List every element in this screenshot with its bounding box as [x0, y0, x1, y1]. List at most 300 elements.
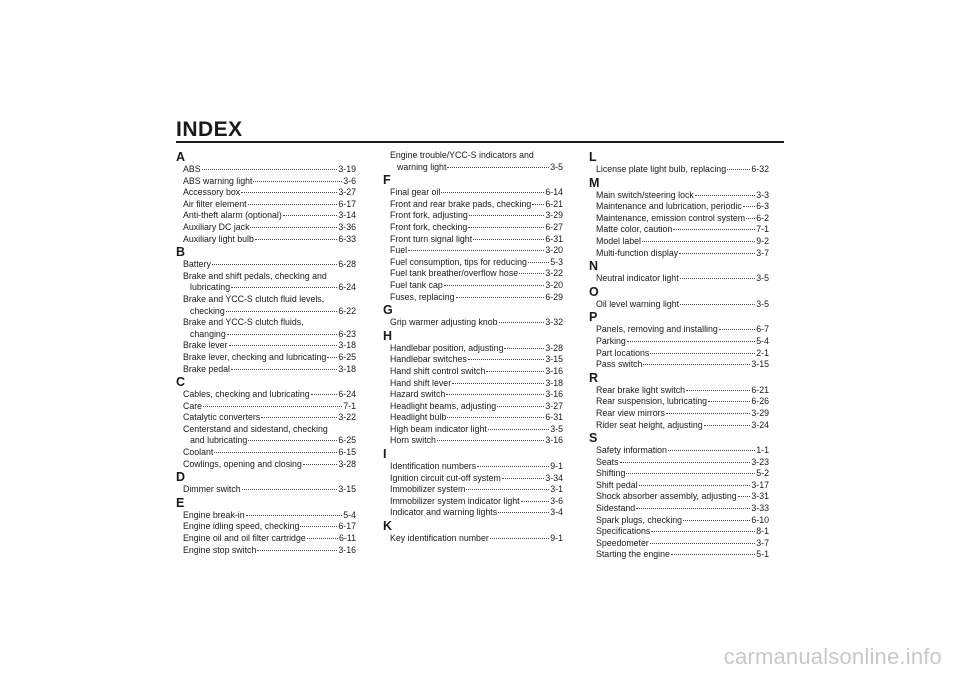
index-entry [383, 268, 563, 280]
entry-text: Maintenance and lubrication, periodic [596, 201, 742, 212]
page-number: 6-28 [338, 259, 356, 270]
page-number: 6-14 [545, 187, 563, 198]
index-entry [176, 424, 356, 447]
index-entry [589, 324, 769, 336]
entry-line [390, 496, 563, 508]
page-number: 9-1 [550, 533, 563, 544]
dot-leader [650, 543, 755, 544]
dot-leader [255, 239, 337, 240]
entry-text: Handlebar position, adjusting [390, 342, 504, 353]
entry-text: Brake lever, checking and lubricating [183, 351, 327, 362]
index-entry [589, 236, 769, 248]
dot-leader [437, 440, 544, 441]
page-number: 3-15 [751, 359, 769, 370]
dot-leader [626, 473, 755, 474]
index-entry [589, 538, 769, 550]
dot-leader [441, 192, 544, 193]
section-letter: S [589, 431, 598, 446]
entry-text: Fuses, replacing [390, 291, 455, 302]
entry-text: Auxiliary DC jack [183, 221, 250, 232]
entry-text: Shifting [596, 468, 626, 479]
page-number: 6-32 [751, 164, 769, 174]
dot-leader [327, 357, 337, 358]
dot-leader [519, 273, 544, 274]
page-number: 3-16 [338, 544, 356, 555]
index-entry [383, 461, 563, 473]
dot-leader [643, 364, 750, 365]
entry-line [390, 484, 563, 496]
entry-text: Speedometer [596, 537, 649, 548]
entry-text: Brake pedal [183, 363, 230, 374]
entry-text: Fuel tank breather/overflow hose [390, 268, 519, 279]
dot-leader [636, 508, 750, 509]
dot-leader [456, 297, 545, 298]
page-number: 3-28 [545, 342, 563, 353]
dot-leader [499, 322, 545, 323]
entry-line [596, 480, 769, 492]
entry-text: Brake and YCC-S clutch fluids, [183, 317, 304, 328]
page-number: 6-2 [756, 212, 769, 223]
page-number: 3-6 [550, 495, 563, 506]
dot-leader [229, 345, 338, 346]
dot-leader [246, 515, 343, 516]
entry-line [183, 187, 356, 199]
entry-line [390, 162, 563, 174]
entry-line [183, 340, 356, 352]
section-letter: D [176, 470, 186, 485]
dot-leader [704, 425, 751, 426]
entry-text: Immobilizer system [390, 484, 466, 495]
dot-leader [261, 417, 337, 418]
dot-leader [203, 406, 342, 407]
dot-leader [447, 167, 549, 168]
entry-text-continued: and lubricating [190, 435, 248, 446]
index-entry [383, 378, 563, 390]
index-entry [589, 396, 769, 408]
index-entry [176, 294, 356, 317]
entry-text: Brake and shift pedals, checking and [183, 270, 327, 281]
index-entry [383, 424, 563, 436]
page-number: 6-24 [338, 389, 356, 400]
entry-line [596, 273, 769, 285]
entry-line [596, 538, 769, 550]
entry-text: Rear view mirrors [596, 407, 665, 418]
page-number: 3-20 [545, 279, 563, 290]
entry-text: Anti-theft alarm (optional) [183, 210, 282, 221]
entry-line [390, 473, 563, 485]
entry-line [596, 348, 769, 360]
index-entry [383, 389, 563, 401]
entry-text: Hand shift control switch [390, 365, 486, 376]
entry-line [390, 343, 563, 355]
index-entry [589, 359, 769, 371]
index-entry [383, 280, 563, 292]
page-number: 3-27 [338, 187, 356, 198]
dot-leader [497, 406, 544, 407]
page-number: 3-18 [545, 377, 563, 388]
entry-line [596, 236, 769, 248]
dot-leader [488, 429, 549, 430]
index-entry [383, 234, 563, 246]
page-number: 6-15 [338, 447, 356, 458]
index-entry [589, 299, 769, 311]
entry-text: Seats [596, 456, 619, 467]
dot-leader [639, 485, 751, 486]
index-entry [176, 164, 356, 176]
dot-leader [746, 218, 755, 219]
section-letter: B [176, 245, 186, 260]
page-number: 5-1 [756, 549, 769, 560]
index-entry [589, 491, 769, 503]
page-number: 7-1 [756, 224, 769, 235]
section-letter: O [589, 284, 599, 299]
entry-text: Care [183, 400, 203, 411]
dot-leader [502, 478, 545, 479]
page-number: 3-14 [338, 210, 356, 221]
entry-line [183, 176, 356, 188]
dot-leader [408, 250, 544, 251]
dot-leader [257, 550, 337, 551]
page-number: 3-1 [550, 484, 563, 495]
entry-line [183, 389, 356, 401]
index-entry [176, 510, 356, 522]
index-column-3 [589, 150, 769, 561]
entry-text: Battery [183, 259, 211, 270]
entry-line [390, 424, 563, 436]
page-number: 2-1 [756, 347, 769, 358]
entry-text: Engine idling speed, checking [183, 521, 300, 532]
section-letter: N [589, 259, 599, 274]
page-number: 3-7 [756, 247, 769, 258]
page-number: 6-23 [338, 328, 356, 339]
entry-line [596, 224, 769, 236]
entry-line [390, 268, 563, 280]
entry-line [596, 359, 769, 371]
entry-line [390, 187, 563, 199]
index-entry [383, 366, 563, 378]
entry-text: Pass switch [596, 359, 643, 370]
index-entry [589, 213, 769, 225]
entry-text: ABS [183, 164, 201, 174]
index-entry [589, 273, 769, 285]
index-entry [176, 459, 356, 471]
entry-line [390, 210, 563, 222]
page-number: 3-15 [545, 354, 563, 365]
index-entry [589, 224, 769, 236]
entry-text: Front fork, adjusting [390, 210, 468, 221]
page-number: 6-26 [751, 396, 769, 407]
entry-text: License plate light bulb, replacing [596, 164, 727, 174]
dot-leader [447, 417, 544, 418]
entry-line [183, 484, 356, 496]
dot-leader [283, 215, 338, 216]
index-entry [176, 352, 356, 364]
entry-line [390, 199, 563, 211]
dot-leader [250, 227, 337, 228]
dot-leader [490, 538, 550, 539]
page-number: 6-10 [751, 514, 769, 525]
section-letter: C [176, 375, 186, 390]
entry-text: Dimmer switch [183, 484, 241, 495]
entry-text: Centerstand and sidestand, checking [183, 423, 328, 434]
dot-leader [743, 206, 756, 207]
entry-text: Main switch/steering lock [596, 189, 694, 200]
page-number: 3-16 [545, 435, 563, 446]
index-entry [589, 190, 769, 202]
entry-text: Headlight bulb [390, 412, 447, 423]
index-entry [589, 201, 769, 213]
index-entry [383, 533, 563, 545]
entry-line [390, 401, 563, 413]
index-entry [176, 340, 356, 352]
page-number: 6-31 [545, 233, 563, 244]
page-title: INDEX [176, 118, 243, 141]
index-entry [383, 496, 563, 508]
page-number: 5-4 [756, 335, 769, 346]
entry-text: Rear suspension, lubricating [596, 396, 708, 407]
dot-leader [642, 241, 755, 242]
index-entry [176, 234, 356, 246]
dot-leader [680, 278, 756, 279]
dot-leader [719, 329, 756, 330]
index-entry [176, 484, 356, 496]
page-number: 3-5 [756, 298, 769, 309]
entry-line [183, 259, 356, 271]
entry-text: Cables, checking and lubricating [183, 389, 310, 400]
page-number: 1-1 [756, 445, 769, 456]
entry-text: High beam indicator light [390, 423, 487, 434]
entry-line [390, 533, 563, 545]
index-entry [176, 521, 356, 533]
index-column-2 [383, 150, 563, 545]
page-number: 3-16 [545, 365, 563, 376]
page-number: 3-31 [751, 491, 769, 502]
entry-line [390, 366, 563, 378]
dot-leader [452, 383, 544, 384]
entry-line [390, 292, 563, 304]
entry-line [596, 526, 769, 538]
dot-leader [686, 390, 750, 391]
entry-line [596, 299, 769, 311]
dot-leader [650, 353, 755, 354]
index-entry [383, 484, 563, 496]
entry-text: Air filter element [183, 198, 247, 209]
entry-line [390, 378, 563, 390]
dot-leader [466, 489, 549, 490]
dot-leader [651, 531, 755, 532]
entry-text: Grip warmer adjusting knob [390, 317, 498, 328]
entry-text: ABS warning light [183, 175, 253, 186]
dot-leader [498, 512, 549, 513]
index-entry [589, 336, 769, 348]
page-number: 3-23 [751, 456, 769, 467]
page-number: 3-5 [550, 161, 563, 172]
index-entry [176, 259, 356, 271]
entry-text: Hazard switch [390, 389, 446, 400]
entry-line [183, 352, 356, 364]
index-entry [383, 401, 563, 413]
entry-line [390, 354, 563, 366]
entry-text: Fuel [390, 245, 408, 256]
index-entry [176, 447, 356, 459]
page-number: 3-22 [338, 412, 356, 423]
page-number: 3-3 [756, 189, 769, 200]
dot-leader [673, 229, 755, 230]
page-number: 9-1 [550, 461, 563, 472]
index-entry [589, 503, 769, 515]
dot-leader [680, 304, 755, 305]
index-entry [589, 248, 769, 260]
entry-line [390, 257, 563, 269]
entry-line [183, 234, 356, 246]
dot-leader [695, 195, 756, 196]
dot-leader [468, 227, 544, 228]
entry-line [183, 282, 356, 294]
index-entry [176, 545, 356, 557]
entry-text: Key identification number [390, 533, 489, 544]
page-number: 5-2 [756, 468, 769, 479]
index-entry [383, 507, 563, 519]
index-entry [589, 420, 769, 432]
page-number: 7-1 [343, 400, 356, 411]
page-number: 3-17 [751, 479, 769, 490]
page-number: 3-18 [338, 363, 356, 374]
index-entry [383, 317, 563, 329]
entry-text: Coolant [183, 447, 214, 458]
entry-line [183, 533, 356, 545]
entry-text: Rider seat height, adjusting [596, 419, 703, 430]
entry-line [183, 222, 356, 234]
entry-text: Horn switch [390, 435, 436, 446]
dot-leader [444, 285, 545, 286]
index-entry [383, 245, 563, 257]
entry-line [596, 408, 769, 420]
entry-text-continued: warning light [397, 161, 447, 172]
entry-line [596, 248, 769, 260]
page-number: 8-1 [756, 526, 769, 537]
dot-leader [226, 311, 338, 312]
entry-line [183, 435, 356, 447]
page-number: 3-36 [338, 221, 356, 232]
entry-line [596, 190, 769, 202]
dot-leader [668, 450, 755, 451]
page-number: 5-3 [550, 256, 563, 267]
dot-leader [486, 371, 544, 372]
entry-line [596, 549, 769, 561]
index-entry [589, 515, 769, 527]
dot-leader [504, 348, 544, 349]
page-number: 3-24 [751, 419, 769, 430]
entry-line [596, 491, 769, 503]
entry-text: Fuel tank cap [390, 279, 443, 290]
page-number: 3-4 [550, 507, 563, 518]
entry-line [596, 503, 769, 515]
index-entry [383, 150, 563, 173]
index-entry [176, 364, 356, 376]
entry-text: Cowlings, opening and closing [183, 458, 302, 469]
dot-leader [202, 169, 338, 170]
index-entry [589, 408, 769, 420]
entry-text-continued: changing [190, 328, 226, 339]
page-number: 3-19 [338, 164, 356, 174]
entry-text: Handlebar switches [390, 354, 467, 365]
index-entry [383, 435, 563, 447]
entry-text: Parking [596, 335, 626, 346]
entry-text: Hand shift lever [390, 377, 452, 388]
entry-text: Multi-function display [596, 247, 679, 258]
page-number: 3-5 [756, 273, 769, 284]
dot-leader [521, 501, 550, 502]
dot-leader [242, 489, 338, 490]
entry-text: Model label [596, 235, 641, 246]
section-letter: F [383, 173, 391, 188]
section-letter: L [589, 150, 597, 164]
entry-text: Starting the engine [596, 549, 670, 560]
entry-line [596, 420, 769, 432]
index-entry [589, 468, 769, 480]
entry-text: Panels, removing and installing [596, 324, 718, 335]
entry-line [596, 164, 769, 176]
page-number: 3-27 [545, 400, 563, 411]
page-number: 6-22 [338, 305, 356, 316]
entry-text: Identification numbers [390, 461, 477, 472]
watermark: carmanualsonline.info [723, 644, 942, 669]
page-number: 3-16 [545, 389, 563, 400]
section-letter: H [383, 328, 393, 343]
index-entry [383, 222, 563, 234]
page-number: 3-28 [338, 458, 356, 469]
entry-text: Indicator and warning lights [390, 507, 498, 518]
entry-text: Auxiliary light bulb [183, 233, 254, 244]
page-number: 9-2 [756, 235, 769, 246]
page-number: 3-7 [756, 537, 769, 548]
index-entry [383, 257, 563, 269]
dot-leader [627, 341, 755, 342]
index-entry [383, 343, 563, 355]
index-entry [176, 389, 356, 401]
entry-text: Front fork, checking [390, 221, 468, 232]
entry-text: Safety information [596, 445, 667, 456]
page-number: 6-17 [338, 198, 356, 209]
page-number: 6-11 [339, 533, 356, 544]
page-number: 6-21 [751, 384, 769, 395]
section-letter: G [383, 303, 393, 318]
page-number: 6-33 [338, 233, 356, 244]
dot-leader [231, 287, 337, 288]
entry-text: Brake lever [183, 340, 228, 351]
entry-text-continued: lubricating [190, 282, 231, 293]
entry-line [390, 507, 563, 519]
entry-line [183, 510, 356, 522]
entry-line [596, 457, 769, 469]
entry-line [183, 306, 356, 318]
entry-text-continued: checking [190, 305, 225, 316]
entry-line [390, 222, 563, 234]
index-entry [383, 199, 563, 211]
page-number: 3-34 [545, 472, 563, 483]
index-entry [589, 445, 769, 457]
page-number: 6-17 [338, 521, 356, 532]
dot-leader [683, 520, 750, 521]
entry-line [183, 364, 356, 376]
entry-line [183, 164, 356, 176]
entry-text: Final gear oil [390, 187, 441, 198]
index-entry [589, 526, 769, 538]
index-entry [176, 401, 356, 413]
entry-line [183, 412, 356, 424]
entry-text: Shift pedal [596, 479, 638, 490]
dot-leader [446, 394, 544, 395]
